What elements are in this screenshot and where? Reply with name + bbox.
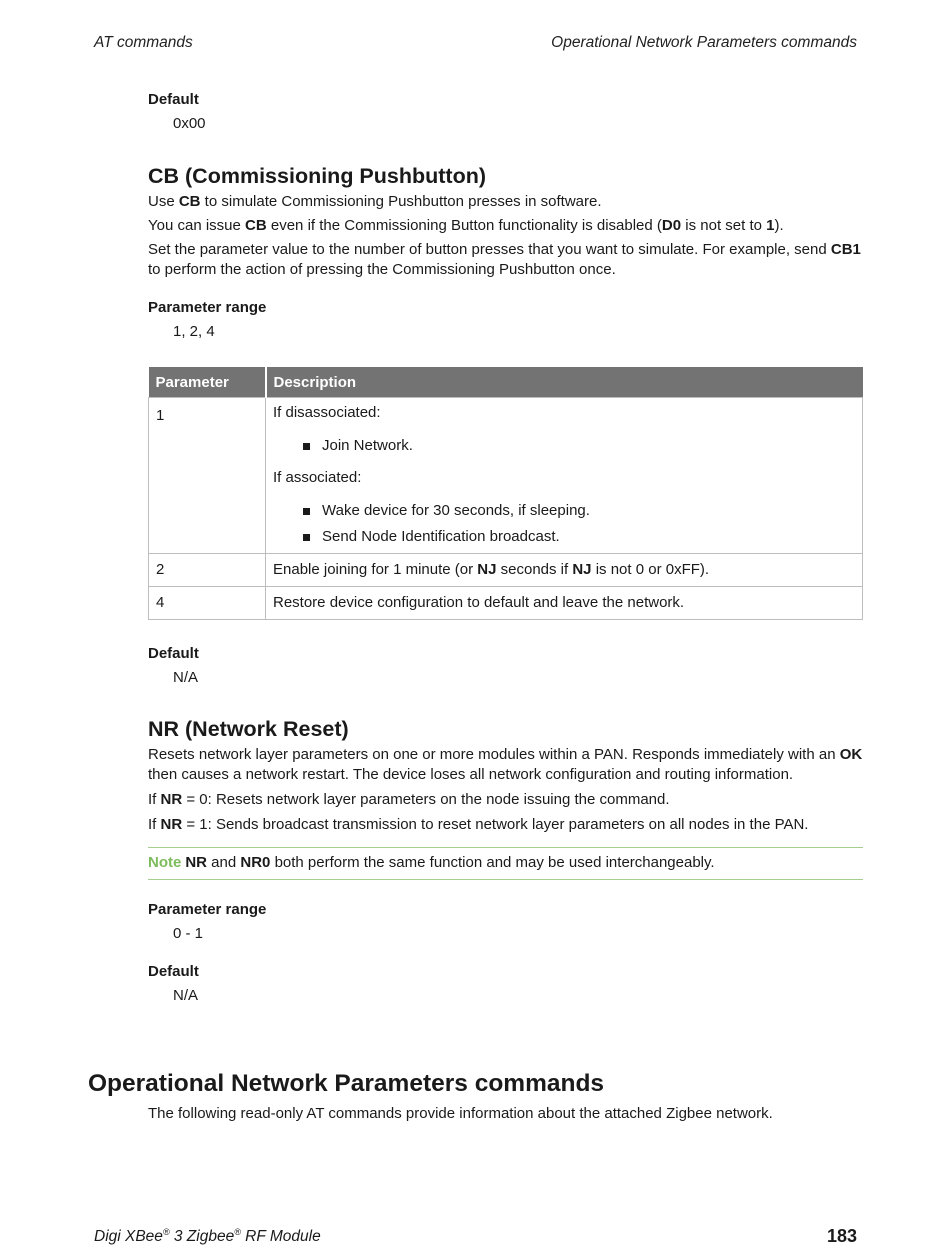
list-item: Join Network. bbox=[303, 436, 855, 456]
param-cell: 1 bbox=[149, 398, 266, 554]
running-header-left: AT commands bbox=[94, 34, 193, 51]
note-box: Note NR and NR0 both perform the same function and may be used interchangeably. bbox=[148, 847, 863, 880]
section-heading: Operational Network Parameters commands bbox=[88, 1070, 605, 1097]
cb-range-value: 1, 2, 4 bbox=[173, 323, 215, 340]
param-cell: 4 bbox=[149, 587, 266, 620]
description-cell: Restore device configuration to default and leave the network. bbox=[266, 587, 863, 620]
table-row bbox=[149, 554, 863, 587]
section-intro: The following read-only AT commands provide information about the attached Zigbee network. bbox=[148, 1105, 773, 1122]
cb-range-label: Parameter range bbox=[148, 299, 267, 316]
cb-paragraph-3: Set the parameter value to the number of button presses that you want to simulate. For example, send CB1 to perform the action of pressing the Commissioning Pushbutton once. bbox=[148, 241, 861, 278]
cb-default-value: N/A bbox=[173, 669, 199, 686]
description-cell: Enable joining for 1 minute (or NJ seconds if NJ is not 0 or 0xFF). bbox=[266, 554, 863, 587]
associated-label: If associated: bbox=[273, 469, 362, 486]
nr-paragraph-2: If NR = 0: Resets network layer parameters on the node issuing the command. bbox=[148, 791, 670, 808]
cb-paragraph-2: You can issue CB even if the Commissioning Button functionality is disabled (D0 is not set to 1). bbox=[148, 217, 784, 234]
cb-parameter-table bbox=[148, 367, 863, 620]
param-cell: 2 bbox=[149, 554, 266, 587]
list-item: Wake device for 30 seconds, if sleeping. bbox=[303, 501, 855, 521]
note-tag: Note bbox=[148, 854, 182, 871]
nr-range-value: 0 - 1 bbox=[173, 925, 204, 942]
nr-default-value: N/A bbox=[173, 987, 199, 1004]
running-header-right: Operational Network Parameters commands bbox=[551, 34, 857, 51]
table-row bbox=[149, 398, 863, 554]
nr-paragraph-3: If NR = 1: Sends broadcast transmission to reset network layer parameters on all nodes in the PAN. bbox=[148, 816, 809, 833]
col-description-header: Description bbox=[266, 367, 863, 398]
disassociated-list bbox=[273, 436, 855, 456]
page-number: 183 bbox=[826, 1226, 857, 1246]
page-content bbox=[148, 90, 863, 1006]
cb-default-label: Default bbox=[148, 645, 199, 662]
cb-paragraph-1: Use CB to simulate Commissioning Pushbutton presses in software. bbox=[148, 193, 602, 210]
footer-product-name: Digi XBee® 3 Zigbee® RF Module bbox=[94, 1227, 321, 1246]
nr-heading: NR (Network Reset) bbox=[148, 717, 349, 741]
default-label: Default bbox=[148, 91, 199, 108]
disassociated-label: If disassociated: bbox=[273, 404, 381, 421]
default-value: 0x00 bbox=[173, 115, 206, 132]
table-header-row bbox=[149, 367, 863, 398]
list-item: Send Node Identification broadcast. bbox=[303, 527, 855, 547]
cb-heading: CB (Commissioning Pushbutton) bbox=[148, 164, 486, 188]
nr-paragraph-1: Resets network layer parameters on one or more modules within a PAN. Responds immediately with an OK then causes a network restart. The device loses all network configuration and routing information. bbox=[148, 746, 863, 783]
col-parameter-header: Parameter bbox=[149, 367, 266, 398]
associated-list bbox=[273, 501, 855, 547]
nr-range-label: Parameter range bbox=[148, 901, 267, 918]
table-row bbox=[149, 587, 863, 620]
nr-default-label: Default bbox=[148, 963, 199, 980]
description-cell bbox=[266, 398, 863, 554]
